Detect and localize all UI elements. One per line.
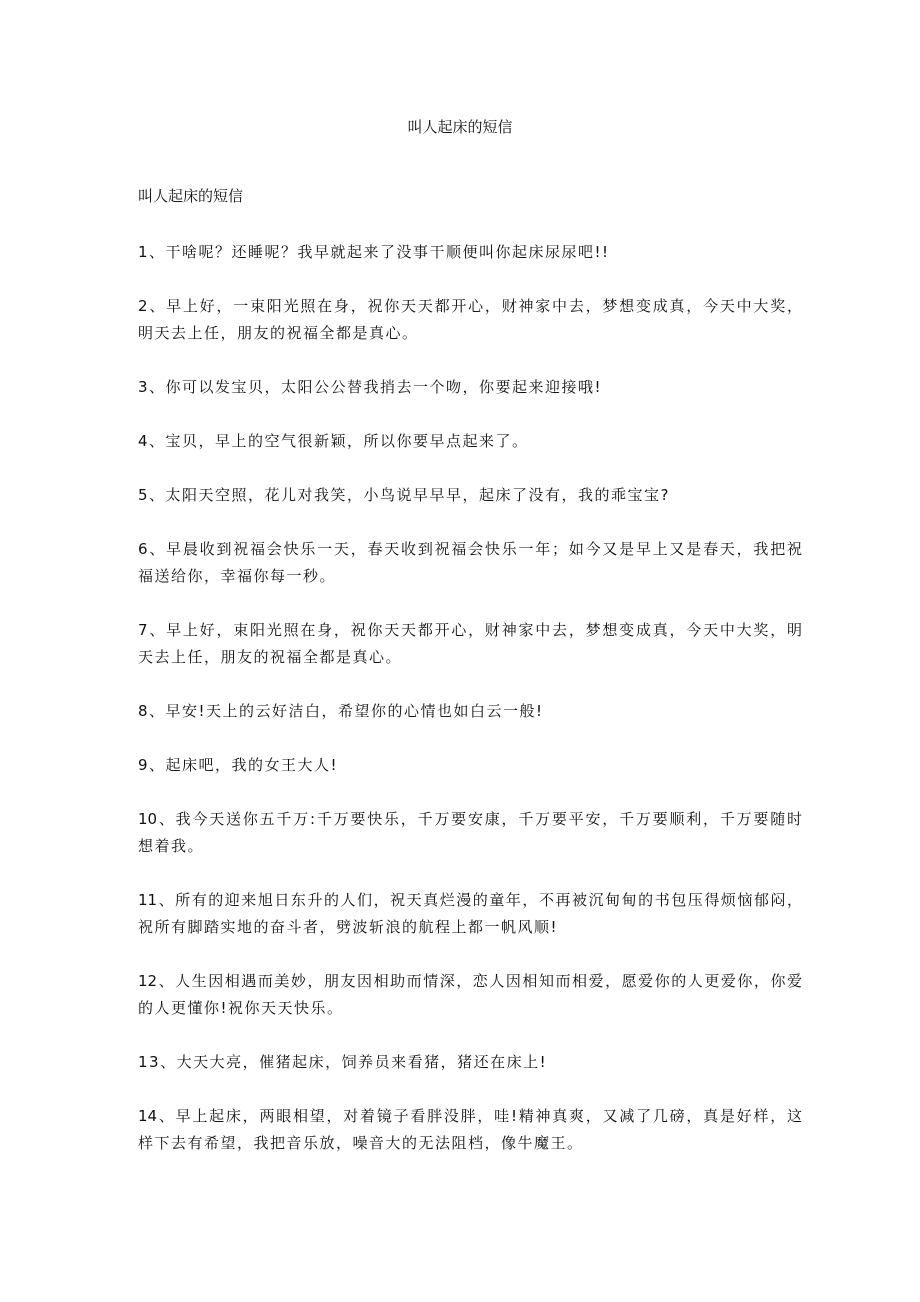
message-item (138, 239, 802, 266)
message-line: 1、干啥呢？还睡呢？我早就起来了没事干顺便叫你起床尿尿吧!! (138, 243, 610, 261)
message-item (138, 374, 802, 401)
message-line: 明天去上任，朋友的祝福全都是真心。 (138, 324, 419, 342)
message-line: 11、所有的迎来旭日东升的人们，祝天真烂漫的童年，不再被沉甸甸的书包压得烦恼郁闷， (138, 891, 802, 909)
message-line: 8、早安!天上的云好洁白，希望你的心情也如白云一般! (138, 702, 544, 720)
document-title: 叫人起床的短信 (407, 118, 513, 136)
message-item (138, 482, 802, 509)
message-line: 5、太阳天空照，花儿对我笑，小鸟说早早早，起床了没有，我的乖宝宝? (138, 486, 671, 504)
message-item (138, 887, 802, 941)
message-line: 样下去有希望，我把音乐放，噪音大的无法阻档，像牛魔王。 (138, 1134, 584, 1152)
message-item (138, 293, 802, 347)
message-line: 3、你可以发宝贝，太阳公公替我捎去一个吻，你要起来迎接哦! (138, 378, 603, 396)
message-line: 福送给你，幸福你每一秒。 (138, 567, 337, 585)
message-line: 14、早上起床，两眼相望，对着镜子看胖没胖，哇!精神真爽，又减了几磅，真是好样，这 (138, 1107, 802, 1125)
message-item (138, 968, 802, 1022)
message-line: 的人更懂你!祝你天天快乐。 (138, 999, 344, 1017)
message-line: 想着我。 (138, 837, 205, 855)
message-line: 2、早上好，一束阳光照在身，祝你天天都开心，财神家中去，梦想变成真，今天中大奖， (138, 297, 802, 315)
message-line: 9、起床吧，我的女王大人! (138, 756, 339, 774)
message-item (138, 1049, 802, 1076)
message-line: 7、早上好，束阳光照在身，祝你天天都开心，财神家中去，梦想变成真，今天中大奖，明 (138, 621, 802, 639)
message-item (138, 698, 802, 725)
message-list (138, 239, 802, 1157)
message-line: 12、人生因相遇而美妙，朋友因相助而情深，恋人因相知而相爱，愿爱你的人更爱你，你爱 (138, 972, 802, 990)
message-line: 天去上任，朋友的祝福全都是真心。 (138, 648, 403, 666)
message-item (138, 752, 802, 779)
message-item (138, 1103, 802, 1157)
message-item (138, 617, 802, 671)
document-subtitle: 叫人起床的短信 (138, 187, 244, 205)
message-line: 6、早晨收到祝福会快乐一天，春天收到祝福会快乐一年；如今又是早上又是春天，我把祝 (138, 540, 802, 558)
message-item (138, 806, 802, 860)
message-line: 13、大天大亮，催猪起床，饲养员来看猪，猪还在床上! (138, 1053, 548, 1071)
document-body (138, 185, 802, 1184)
message-line: 祝所有脚踏实地的奋斗者，劈波斩浪的航程上都一帆风顺! (138, 918, 559, 936)
message-item (138, 428, 802, 455)
message-line: 4、宝贝，早上的空气很新颖，所以你要早点起来了。 (138, 432, 529, 450)
message-item (138, 536, 802, 590)
message-line: 10、我今天送你五千万:千万要快乐，千万要安康，千万要平安，千万要顺利，千万要随时 (138, 810, 802, 828)
